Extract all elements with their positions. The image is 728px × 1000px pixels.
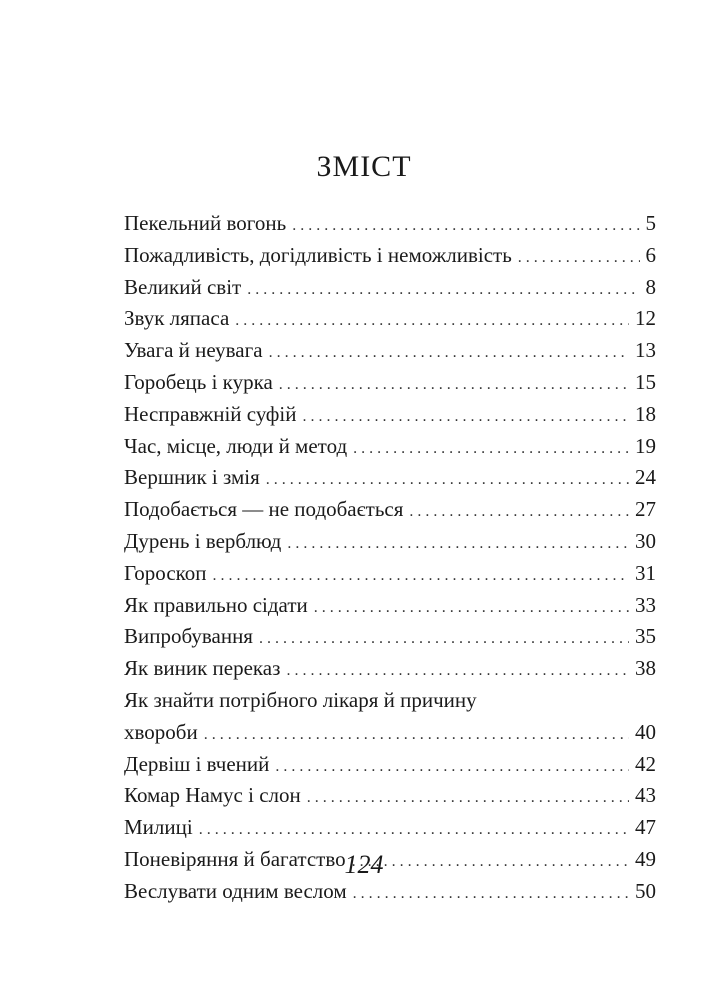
toc-entry-page: 5 <box>645 211 656 235</box>
dot-leader <box>247 274 639 304</box>
toc-entry <box>124 621 656 653</box>
dot-leader <box>204 719 629 749</box>
toc-entry-page: 35 <box>635 624 656 649</box>
toc-entry <box>124 526 656 558</box>
toc-entry <box>124 399 656 431</box>
toc-entry-title: Дурень і верблюд <box>124 528 282 553</box>
toc-entry-title: Пекельний вогонь <box>124 211 287 235</box>
toc-entry-page: 49 <box>635 846 656 871</box>
toc-entry-title: Милиці <box>124 815 193 840</box>
toc-entry-page: 31 <box>635 560 656 585</box>
dot-leader <box>292 210 639 240</box>
toc-entry-title: Великий світ <box>124 274 242 299</box>
dot-leader <box>518 242 640 272</box>
toc-entry-page: 50 <box>635 878 656 903</box>
toc-entry <box>124 876 656 908</box>
toc-entry-title: Подобається — не подобається <box>124 497 404 522</box>
toc-entry-title-line2: хвороби <box>124 719 198 744</box>
toc-entry-page: 33 <box>635 592 656 617</box>
toc-entry <box>124 590 656 622</box>
toc-entry-title: Увага й неувага <box>124 338 263 363</box>
toc-entry-page: 30 <box>635 528 656 553</box>
dot-leader <box>275 751 629 781</box>
toc-entry <box>124 367 656 399</box>
toc-entry-page: 24 <box>635 465 656 490</box>
toc-entry <box>124 749 656 781</box>
toc-entry-page: 13 <box>635 338 656 363</box>
dot-leader <box>199 814 629 844</box>
toc-entry-title: Поневіряння й багатство <box>124 846 346 871</box>
dot-leader <box>409 496 629 526</box>
toc-entry <box>124 494 656 526</box>
toc-entry-title-line1: Як знайти потрібного лікаря й причину <box>124 687 477 712</box>
toc-entry <box>124 462 656 494</box>
dot-leader <box>302 401 629 431</box>
toc-entry-title: Веслувати одним веслом <box>124 878 347 903</box>
toc-entry-title: Вершник і змія <box>124 465 260 490</box>
toc-entry-title: Час, місце, люди й метод <box>124 433 348 458</box>
toc-entry-title: Гороскоп <box>124 560 207 585</box>
toc-entry <box>124 240 656 272</box>
toc-entry-page: 42 <box>635 751 656 776</box>
toc-entry <box>124 208 656 240</box>
toc-entry <box>124 685 656 749</box>
dot-leader <box>235 305 629 335</box>
toc-entry-page: 15 <box>635 369 656 394</box>
toc-entry <box>124 431 656 463</box>
toc-entry <box>124 335 656 367</box>
toc-entry-page: 38 <box>635 656 656 681</box>
dot-leader <box>269 337 629 367</box>
dot-leader <box>213 560 629 590</box>
toc-entry-page: 12 <box>635 306 656 331</box>
toc-entry-page: 19 <box>635 433 656 458</box>
toc-entry-continuation <box>124 717 656 749</box>
toc-entry-title: Горобець і курка <box>124 369 273 394</box>
dot-leader <box>279 369 629 399</box>
toc-entry-page: 27 <box>635 497 656 522</box>
toc-entry-title: Випробування <box>124 624 253 649</box>
toc-entry-title: Пожадливість, догідливість і неможливість <box>124 242 512 267</box>
toc-entry-page: 18 <box>635 401 656 426</box>
toc-entry-title: Дервіш і вчений <box>124 751 270 776</box>
toc-entry <box>124 812 656 844</box>
toc-entry <box>124 272 656 304</box>
toc-entry <box>124 558 656 590</box>
toc-entry-title: Як виник переказ <box>124 656 281 681</box>
toc-entry <box>124 780 656 812</box>
dot-leader <box>266 464 629 494</box>
dot-leader <box>353 878 629 908</box>
toc-entry <box>124 303 656 335</box>
toc-entry <box>124 653 656 685</box>
dot-leader <box>287 528 629 558</box>
dot-leader <box>314 592 629 622</box>
contents-heading: ЗМІСТ <box>316 150 412 183</box>
toc-entry-page: 6 <box>645 242 656 267</box>
toc-entry-page: 47 <box>635 815 656 840</box>
toc-entry-page: 40 <box>635 719 656 744</box>
toc-entry-page: 8 <box>645 274 656 299</box>
toc-entry-title: Несправжній суфій <box>124 401 297 426</box>
dot-leader <box>353 433 629 463</box>
dot-leader <box>286 655 629 685</box>
toc-entry-title: Як правильно сідати <box>124 592 308 617</box>
dot-leader <box>307 782 629 812</box>
page-number: 124 <box>344 850 384 879</box>
toc-entry-title: Звук ляпаса <box>124 306 230 331</box>
table-of-contents <box>124 208 656 908</box>
toc-entry-title: Комар Намус і слон <box>124 783 301 808</box>
dot-leader <box>259 623 629 653</box>
toc-entry-page: 43 <box>635 783 656 808</box>
